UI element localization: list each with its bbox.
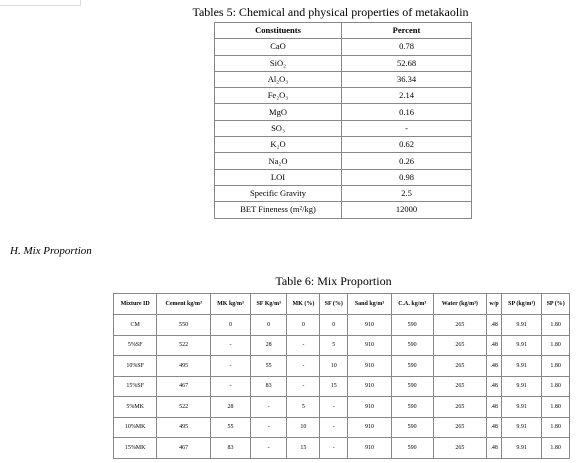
table-cell: MgO xyxy=(215,104,342,120)
table-cell: CaO xyxy=(215,39,342,55)
table5-caption: Tables 5: Chemical and physical properties of metakaolin xyxy=(192,5,469,19)
table-cell: .48 xyxy=(487,335,502,356)
table-cell: SO₃ xyxy=(215,120,342,136)
table-cell: LOI xyxy=(215,169,342,185)
table-cell: 590 xyxy=(391,356,433,377)
table-cell: 0.78 xyxy=(342,39,472,55)
table-cell: 2.5 xyxy=(342,185,472,201)
table-row xyxy=(114,356,570,377)
table-cell: 10%SF xyxy=(114,356,157,377)
table-cell: 0.98 xyxy=(342,169,472,185)
table-cell: - xyxy=(287,335,320,356)
table6-header-cell: Water (kg/m³) xyxy=(433,294,487,315)
table-cell: 0 xyxy=(250,315,287,336)
table-cell: 5 xyxy=(320,335,348,356)
table-cell: 52.68 xyxy=(342,55,472,71)
table-cell: 9.91 xyxy=(502,335,542,356)
table-cell: 0.26 xyxy=(342,153,472,169)
table-cell: 590 xyxy=(391,315,433,336)
table-cell: 10 xyxy=(287,417,320,438)
table-row xyxy=(114,315,570,336)
table-cell: 522 xyxy=(157,335,211,356)
table-cell: 1.80 xyxy=(542,438,570,459)
table-cell: 5%SF xyxy=(114,335,157,356)
table-cell: 590 xyxy=(391,417,433,438)
table-cell: 265 xyxy=(433,397,487,418)
table6-header-cell: SF Kg/m³ xyxy=(250,294,287,315)
table-cell: .48 xyxy=(487,376,502,397)
table-row xyxy=(215,88,472,104)
table-cell: 1.80 xyxy=(542,315,570,336)
table-cell: 1.80 xyxy=(542,417,570,438)
table-cell: Fe₂O₃ xyxy=(215,88,342,104)
table-cell: - xyxy=(320,397,348,418)
table6 xyxy=(113,293,570,459)
table5-header-row xyxy=(215,23,472,39)
table-cell: .48 xyxy=(487,417,502,438)
table-row xyxy=(215,120,472,136)
table-cell: 2.14 xyxy=(342,88,472,104)
table-row xyxy=(215,169,472,185)
table6-caption: Table 6: Mix Proportion xyxy=(275,274,392,288)
table-cell: BET Fineness (m²/kg) xyxy=(215,202,342,218)
table6-header-cell: C.A. kg/m³ xyxy=(391,294,433,315)
table-cell: SiO₂ xyxy=(215,55,342,71)
table-cell: 1.80 xyxy=(542,356,570,377)
table6-header-cell: Cement kg/m³ xyxy=(157,294,211,315)
table-cell: 28 xyxy=(250,335,287,356)
table-cell: 0 xyxy=(287,315,320,336)
table-cell: 265 xyxy=(433,356,487,377)
table-cell: 12000 xyxy=(342,202,472,218)
table-cell: - xyxy=(211,335,251,356)
table-cell: 9.91 xyxy=(502,397,542,418)
table-cell: - xyxy=(250,417,287,438)
table-row xyxy=(114,397,570,418)
table-cell: - xyxy=(342,120,472,136)
table-cell: - xyxy=(320,438,348,459)
table-cell: 83 xyxy=(250,376,287,397)
table-row xyxy=(114,417,570,438)
table-cell: 10%MK xyxy=(114,417,157,438)
table-cell: 0.16 xyxy=(342,104,472,120)
table-cell: 5%MK xyxy=(114,397,157,418)
table-cell: - xyxy=(250,438,287,459)
table-cell: 590 xyxy=(391,376,433,397)
table-cell: 265 xyxy=(433,335,487,356)
section-heading: H. Mix Proportion xyxy=(10,245,92,257)
table-cell: 910 xyxy=(348,315,392,336)
table-row xyxy=(114,438,570,459)
table-cell: 910 xyxy=(348,356,392,377)
table-cell: 910 xyxy=(348,335,392,356)
table-cell: 15 xyxy=(320,376,348,397)
table-cell: .48 xyxy=(487,315,502,336)
table6-header-cell: w/p xyxy=(487,294,502,315)
table-cell: 9.91 xyxy=(502,376,542,397)
table-cell: 15 xyxy=(287,438,320,459)
table-cell: 495 xyxy=(157,417,211,438)
table-cell: 28 xyxy=(211,397,251,418)
table-cell: 9.91 xyxy=(502,356,542,377)
table6-header-cell: SP (kg/m³) xyxy=(502,294,542,315)
table-cell: 495 xyxy=(157,356,211,377)
table-cell: 0.62 xyxy=(342,137,472,153)
table-cell: 36.34 xyxy=(342,71,472,87)
table-cell: Na₂O xyxy=(215,153,342,169)
table6-header-cell: Sand kg/m³ xyxy=(348,294,392,315)
table-cell: 15%MK xyxy=(114,438,157,459)
table5-header-cell: Constituents xyxy=(215,23,342,39)
table-cell: .48 xyxy=(487,438,502,459)
table-cell: - xyxy=(320,417,348,438)
table-cell: 9.91 xyxy=(502,438,542,459)
table-cell: 83 xyxy=(211,438,251,459)
table-cell: 55 xyxy=(211,417,251,438)
table-cell: Al₂O₃ xyxy=(215,71,342,87)
table-cell: 910 xyxy=(348,438,392,459)
table-cell: 15%SF xyxy=(114,376,157,397)
table-row xyxy=(215,202,472,218)
table6-header-cell: SP (%) xyxy=(542,294,570,315)
table-cell: - xyxy=(250,397,287,418)
table-row xyxy=(215,39,472,55)
table-cell: - xyxy=(287,356,320,377)
table-cell: 0 xyxy=(211,315,251,336)
table-cell: - xyxy=(211,356,251,377)
table-cell: 590 xyxy=(391,397,433,418)
table-row xyxy=(215,71,472,87)
table-cell: 5 xyxy=(287,397,320,418)
table6-header-row xyxy=(114,294,570,315)
table6-header-cell: SF (%) xyxy=(320,294,348,315)
table-cell: - xyxy=(287,376,320,397)
table6-header-cell: MK (%) xyxy=(287,294,320,315)
table-cell: .48 xyxy=(487,356,502,377)
table-cell: 467 xyxy=(157,438,211,459)
table-cell: 0 xyxy=(320,315,348,336)
table-cell: 522 xyxy=(157,397,211,418)
table-row xyxy=(114,376,570,397)
table-cell: 265 xyxy=(433,376,487,397)
table-cell: 265 xyxy=(433,438,487,459)
table-cell: 9.91 xyxy=(502,417,542,438)
table-row xyxy=(215,153,472,169)
table-cell: 590 xyxy=(391,335,433,356)
table-cell: 9.91 xyxy=(502,315,542,336)
table-cell: 55 xyxy=(250,356,287,377)
table6-header-cell: MK kg/m³ xyxy=(211,294,251,315)
table-row xyxy=(215,185,472,201)
table6-header-cell: Mixture ID xyxy=(114,294,157,315)
table-cell: 265 xyxy=(433,417,487,438)
table-cell: 550 xyxy=(157,315,211,336)
table-cell: 1.80 xyxy=(542,335,570,356)
table-cell: 910 xyxy=(348,417,392,438)
table-cell: 10 xyxy=(320,356,348,377)
table-row xyxy=(215,55,472,71)
table-cell: - xyxy=(211,376,251,397)
table-cell: 1.80 xyxy=(542,376,570,397)
table5 xyxy=(214,22,472,219)
table-cell: .48 xyxy=(487,397,502,418)
table-cell: 1.80 xyxy=(542,397,570,418)
table-cell: 265 xyxy=(433,315,487,336)
table5-header-cell: Percent xyxy=(342,23,472,39)
table-cell: 910 xyxy=(348,376,392,397)
table-cell: CM xyxy=(114,315,157,336)
table-cell: 590 xyxy=(391,438,433,459)
table-cell: K₂O xyxy=(215,137,342,153)
table-row xyxy=(215,104,472,120)
table-row xyxy=(114,335,570,356)
table-cell: 467 xyxy=(157,376,211,397)
table-cell: 910 xyxy=(348,397,392,418)
table-row xyxy=(215,137,472,153)
table-cell: Specific Gravity xyxy=(215,185,342,201)
